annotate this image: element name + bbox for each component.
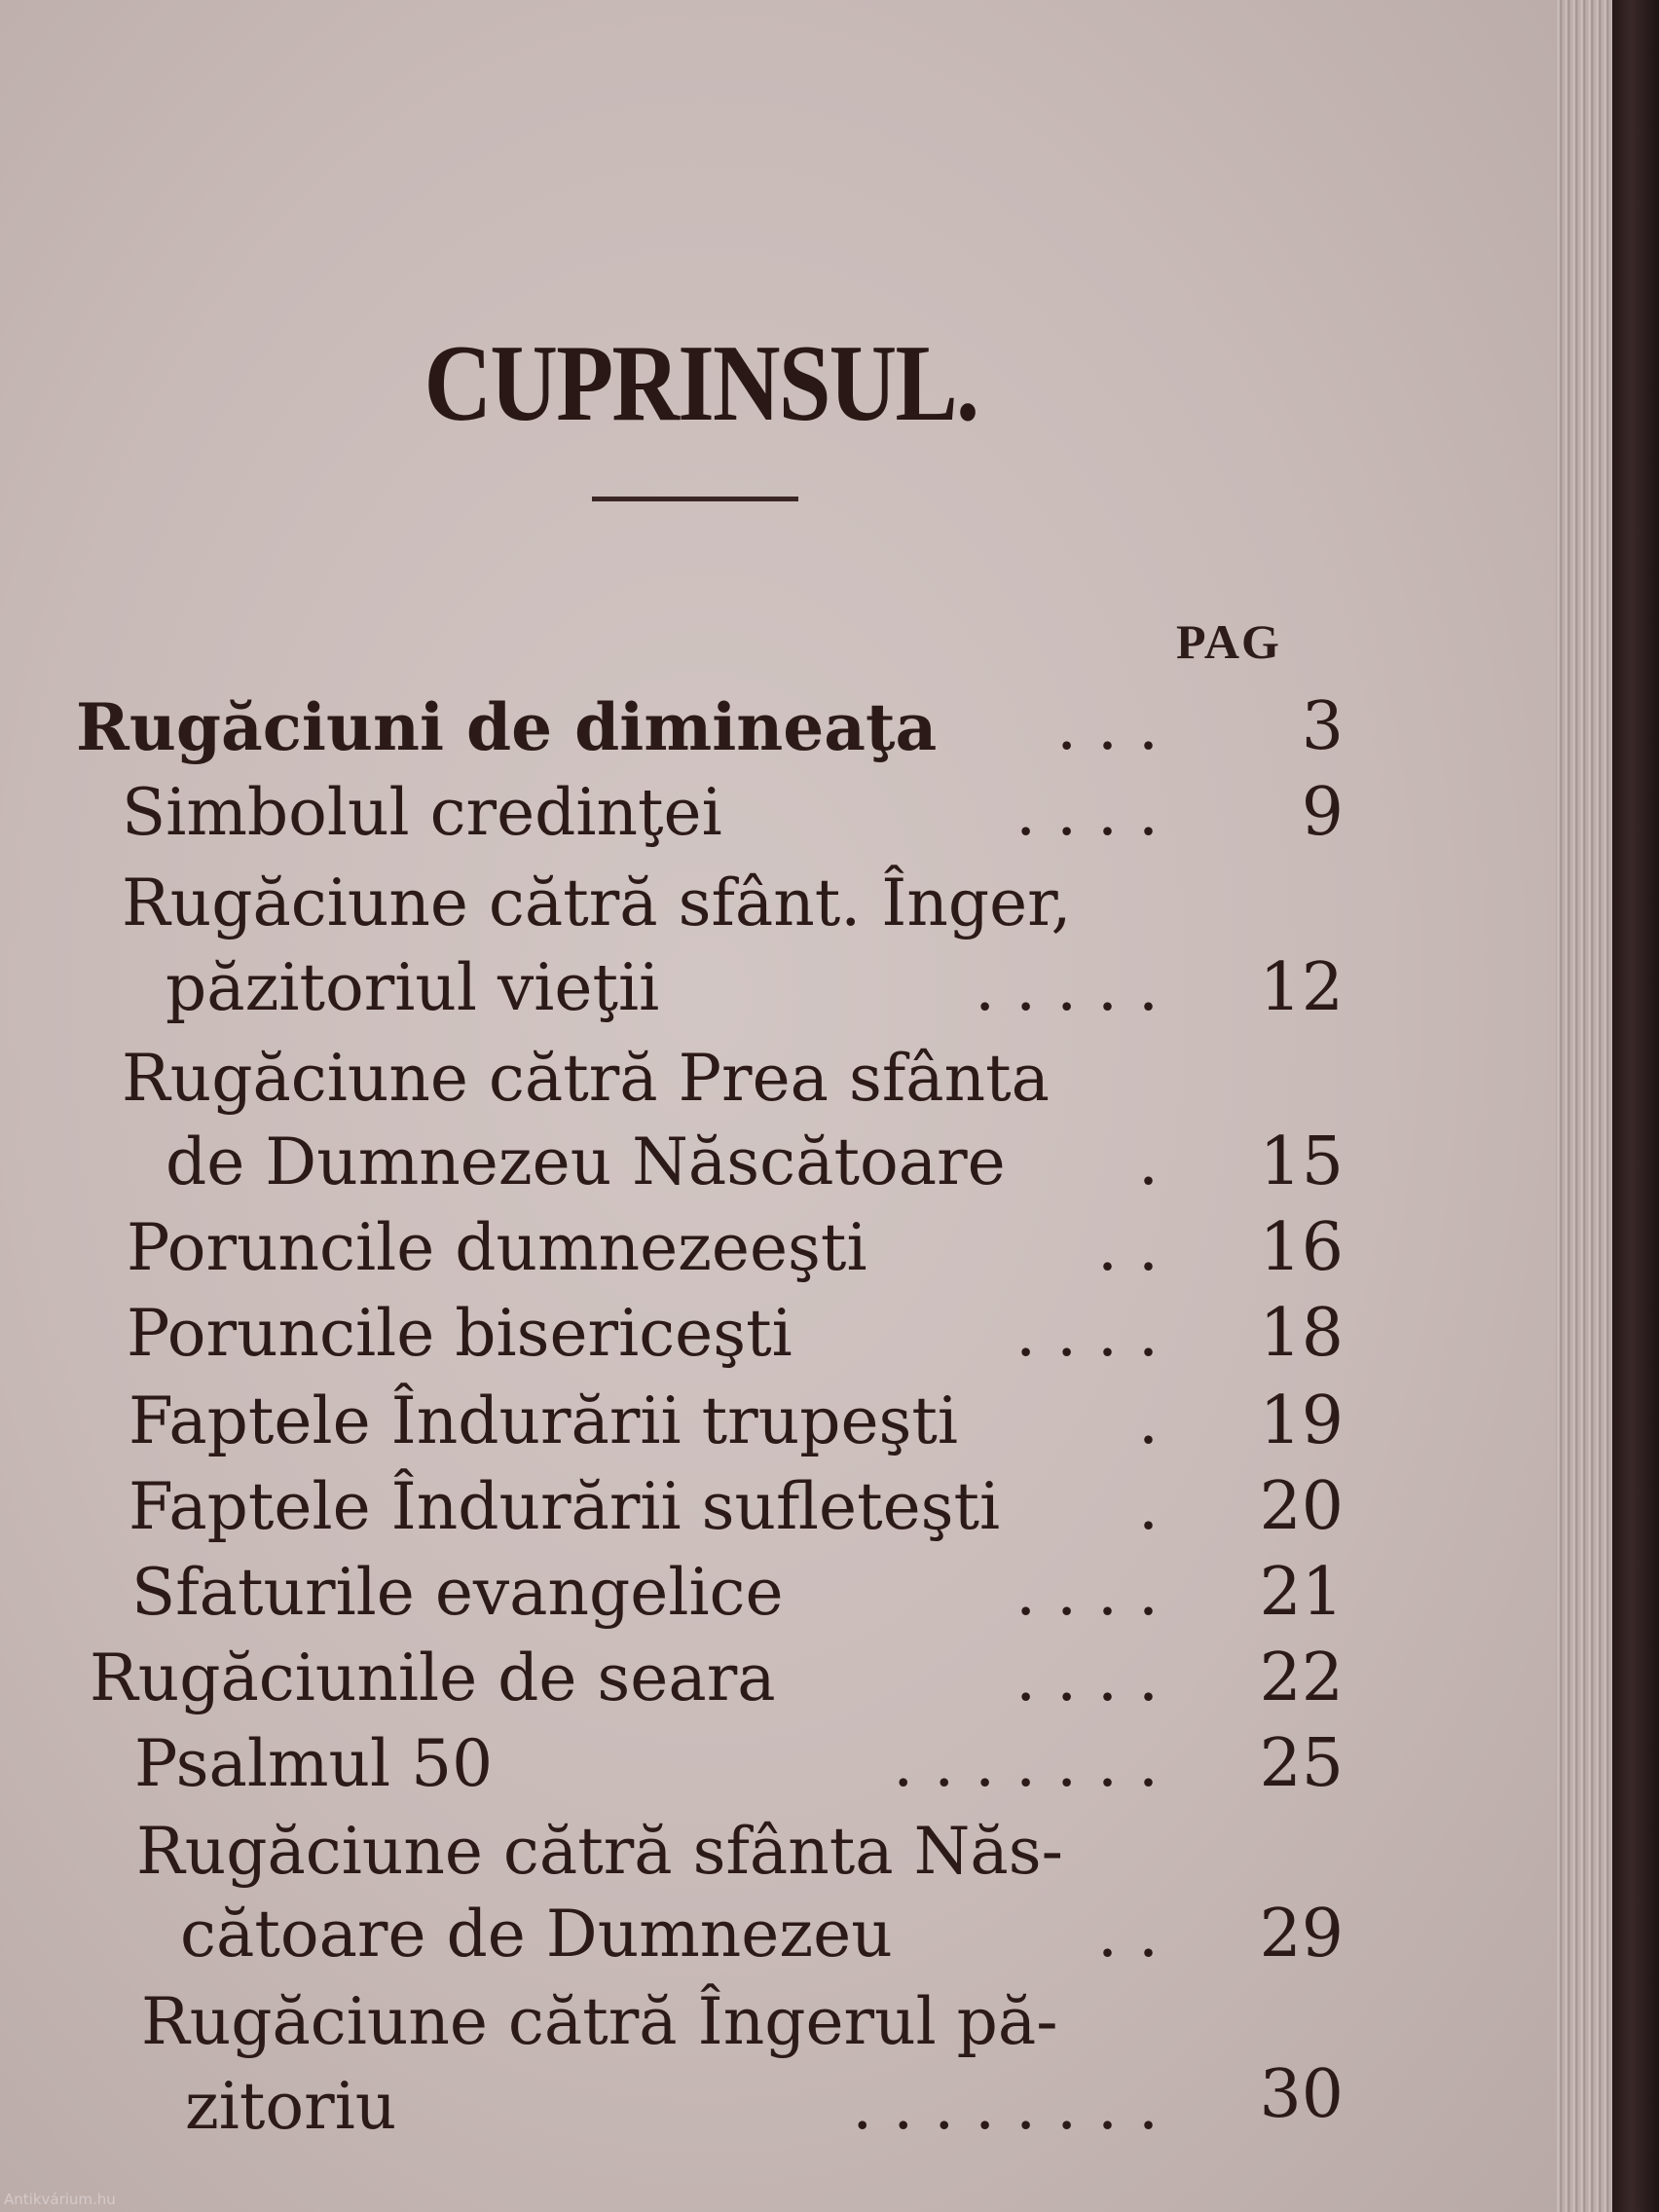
watermark: Antikvárium.hu: [4, 2191, 116, 2208]
toc-entry-title-continued: zitoriu: [185, 2069, 397, 2144]
toc-page-number: 18: [1259, 1295, 1344, 1372]
toc-page-number: 20: [1259, 1468, 1344, 1545]
toc-leader-dots: . . . . .: [975, 950, 1159, 1025]
toc-leader-dots: .: [1138, 1383, 1159, 1458]
toc-entry-title: Faptele Îndurării trupeşti: [129, 1383, 959, 1458]
toc-leader-dots: . . . .: [1015, 1641, 1159, 1715]
toc-entry-title: Poruncile bisericeşti: [127, 1296, 793, 1371]
toc-entry-title: Psalmul 50: [134, 1726, 494, 1801]
toc-leader-dots: . . . . . . . .: [852, 2069, 1159, 2144]
toc-leader-dots: . . . .: [1015, 1555, 1159, 1630]
toc-entry-title: Faptele Îndurării sufleteşti: [129, 1469, 1001, 1544]
toc-entry-title: Sfaturile evangelice: [131, 1555, 784, 1630]
toc-entry-title-continued: de Dumnezeu Născătoare: [166, 1124, 1006, 1199]
toc-leader-dots: . . . .: [1015, 1296, 1159, 1371]
toc-entry-title: Rugăciunile de seara: [90, 1641, 776, 1715]
toc-page-number: 29: [1259, 1896, 1344, 1972]
toc-page-number: 22: [1259, 1640, 1344, 1716]
toc-entry-title-continued: păzitoriul vieţii: [166, 950, 660, 1025]
toc-entry-title: Rugăciune cătră sfânt. Înger,: [122, 866, 1072, 940]
toc-page-number: 9: [1301, 774, 1344, 851]
page-column-label: PAG: [1176, 614, 1281, 669]
toc-entry-title: Rugăciune cătră Îngerul pă-: [141, 1984, 1058, 2059]
toc-entry-title: Poruncile dumnezeeşti: [127, 1210, 867, 1285]
toc-page-number: 25: [1259, 1725, 1344, 1802]
toc-leader-dots: . .: [1097, 1897, 1159, 1972]
toc-entry-title: Rugăciuni de dimineaţa: [76, 689, 938, 765]
toc-leader-dots: .: [1138, 1469, 1159, 1544]
toc-page-number: 15: [1259, 1124, 1344, 1200]
page-edges: [1556, 0, 1612, 2212]
toc-page-number: 21: [1259, 1554, 1344, 1631]
page-title: CUPRINSUL.: [424, 323, 978, 444]
toc-leader-dots: . . . . . . .: [893, 1726, 1159, 1801]
toc-entry-title: Rugăciune cătră sfânta Năs-: [136, 1814, 1063, 1889]
toc-entry-title: Rugăciune cătră Prea sfânta: [122, 1041, 1051, 1116]
toc-page-number: 3: [1301, 688, 1344, 765]
toc-leader-dots: .: [1138, 1124, 1159, 1199]
book-cover-edge: [1612, 0, 1659, 2212]
toc-page-number: 30: [1259, 2056, 1344, 2133]
toc-page-number: 16: [1259, 1209, 1344, 1286]
toc-entry-title-continued: cătoare de Dumnezeu: [180, 1897, 893, 1972]
toc-page-number: 12: [1259, 949, 1344, 1026]
toc-page-number: 19: [1259, 1382, 1344, 1459]
toc-leader-dots: . . . .: [1015, 775, 1159, 850]
toc-leader-dots: . .: [1097, 1210, 1159, 1285]
toc-entry-title: Simbolul credinţei: [122, 775, 722, 850]
toc-leader-dots: . . .: [1056, 689, 1159, 764]
